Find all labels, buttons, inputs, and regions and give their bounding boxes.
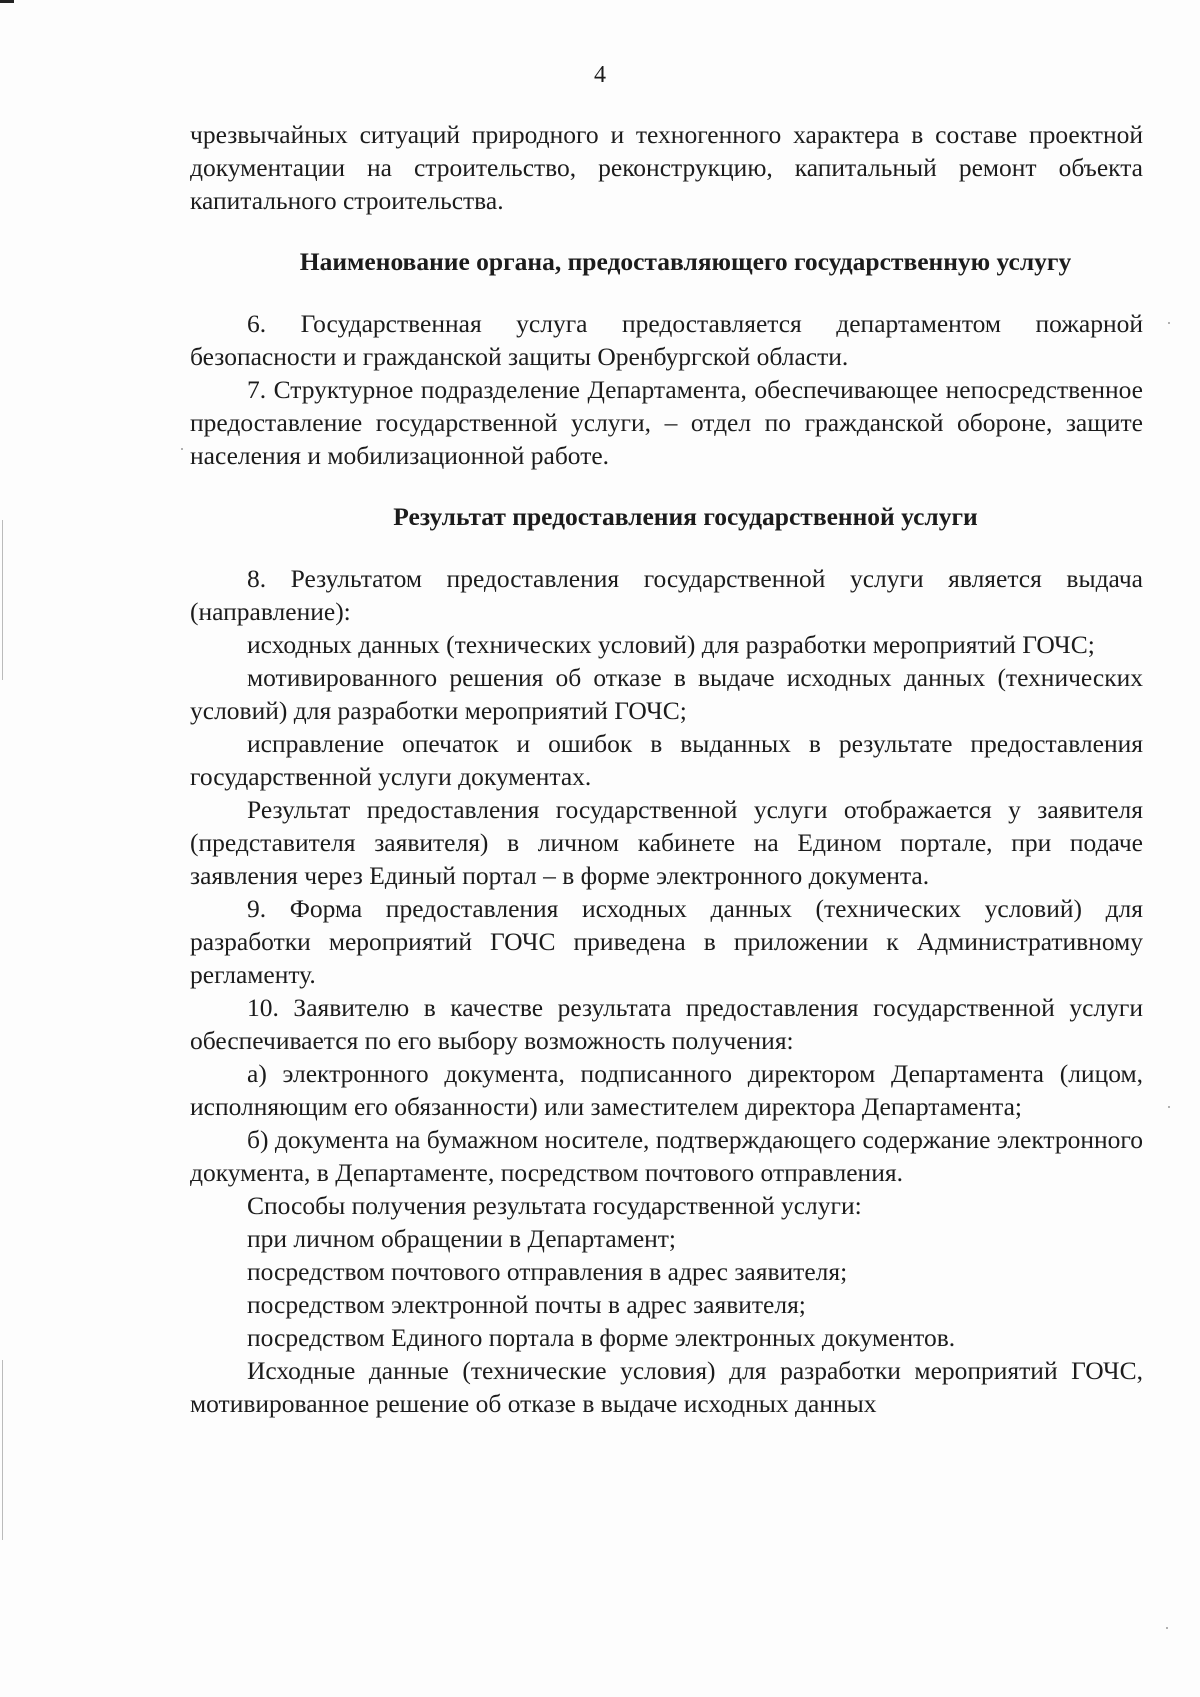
paragraph: Исходные данные (технические условия) для разработки мероприятий ГОЧС, мотивированное решение об отказе в выдаче исходных данных xyxy=(190,1356,1143,1418)
paragraph: чрезвычайных ситуаций природного и техногенного характера в составе проектной документации на строительство, реконструкцию, капитальный ремонт объекта капитального строительства. xyxy=(190,120,1143,215)
paragraph: исходных данных (технических условий) для разработки мероприятий ГОЧС; xyxy=(247,630,1095,659)
scan-speck xyxy=(181,448,183,450)
scan-speck xyxy=(1168,1106,1170,1108)
document-body xyxy=(190,118,1143,1420)
paragraph: мотивированного решения об отказе в выдаче исходных данных (технических условий) для разработки мероприятий ГОЧС; xyxy=(190,663,1143,725)
paragraph: посредством электронной почты в адрес заявителя; xyxy=(247,1290,806,1319)
paragraph: 8. Результатом предоставления государственной услуги является выдача (направление): xyxy=(190,564,1143,626)
scan-speck xyxy=(1166,1627,1168,1629)
paragraph: б) документа на бумажном носителе, подтверждающего содержание электронного документа, в Департаменте, посредством почтового отправления. xyxy=(190,1125,1143,1187)
page-number: 4 xyxy=(594,62,606,88)
paragraph: при личном обращении в Департамент; xyxy=(247,1224,677,1253)
paragraph: а) электронного документа, подписанного директором Департамента (лицом, исполняющим его обязанности) или заместителем директора Департамента; xyxy=(190,1059,1143,1121)
scan-edge-mark xyxy=(2,520,3,680)
section-heading: Результат предоставления государственной услуги xyxy=(393,502,978,531)
paragraph: 7. Структурное подразделение Департамента, обеспечивающее непосредственное предоставление государственной услуги, – отдел по гражданской обороне, защите населения и мобилизационной работе. xyxy=(190,375,1143,470)
paragraph: Способы получения результата государственной услуги: xyxy=(247,1191,862,1220)
paragraph: посредством Единого портала в форме электронных документов. xyxy=(247,1323,956,1352)
paragraph: Результат предоставления государственной услуги отображается у заявителя (представителя заявителя) в личном кабинете на Едином портале, при подаче заявления через Единый портал – в форме электронного документа. xyxy=(190,795,1143,890)
scan-edge-mark xyxy=(2,1360,3,1540)
paragraph: 6. Государственная услуга предоставляется департаментом пожарной безопасности и гражданской защиты Оренбургской области. xyxy=(190,309,1143,371)
paragraph: 9. Форма предоставления исходных данных (технических условий) для разработки мероприятий ГОЧС приведена в приложении к Административному регламенту. xyxy=(190,894,1143,989)
scan-corner-mark xyxy=(0,0,14,3)
section-heading: Наименование органа, предоставляющего государственную услугу xyxy=(299,247,1072,276)
scan-speck xyxy=(1168,322,1170,324)
paragraph: посредством почтового отправления в адрес заявителя; xyxy=(247,1257,848,1286)
paragraph: 10. Заявителю в качестве результата предоставления государственной услуги обеспечивается по его выбору возможность получения: xyxy=(190,993,1143,1055)
paragraph: исправление опечаток и ошибок в выданных в результате предоставления государственной услуги документах. xyxy=(190,729,1143,791)
